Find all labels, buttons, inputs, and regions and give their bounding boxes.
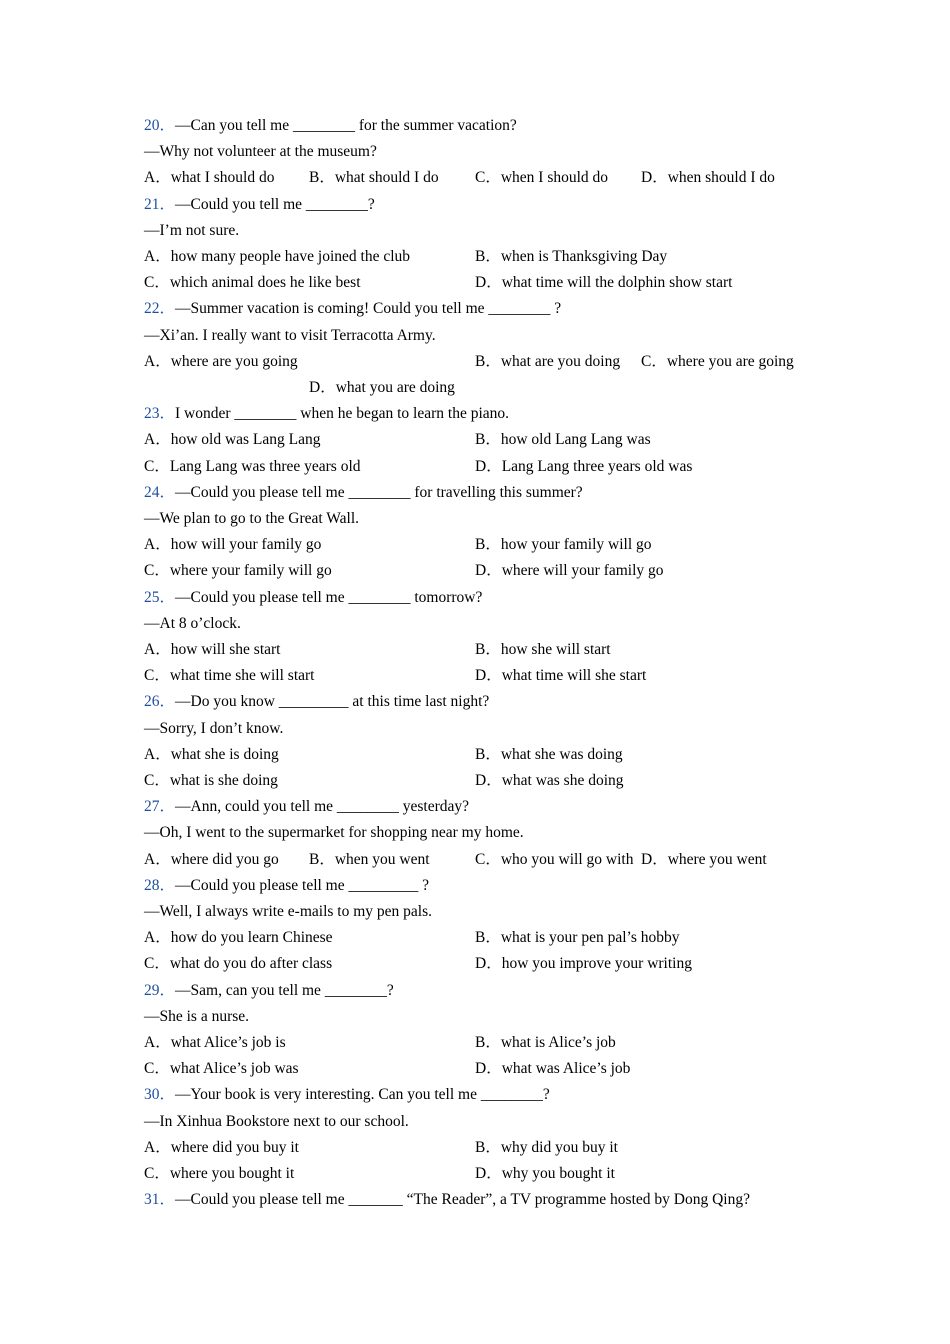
question-text: —Sam, can you tell me ________? — [175, 981, 394, 999]
answer-option[interactable]: D．why you bought it — [475, 1165, 615, 1182]
dialogue-reply: —Sorry, I don’t know. — [144, 719, 284, 737]
answer-option[interactable]: A．how many people have joined the club — [144, 248, 411, 265]
dialogue-reply: —Why not volunteer at the museum? — [144, 143, 377, 161]
answer-option[interactable]: A．how will she start — [144, 641, 281, 658]
question-text: —Could you please tell me _______ “The Reader”, a TV programme hosted by Dong Qing? — [175, 1191, 750, 1209]
dialogue-reply: —At 8 o’clock. — [144, 614, 241, 632]
answer-option[interactable]: D．Lang Lang three years old was — [475, 457, 693, 475]
answer-option[interactable]: D．how you improve your writing — [475, 955, 692, 973]
answer-option[interactable]: B．when is Thanksgiving Day — [475, 248, 668, 265]
question-stem — [144, 113, 517, 139]
question-stem — [144, 978, 394, 1004]
question-number: 24． — [144, 483, 176, 501]
question-number: 29． — [144, 981, 176, 999]
answer-option[interactable]: C．where your family will go — [144, 562, 332, 580]
answer-option[interactable]: A．what she is doing — [144, 745, 279, 763]
dialogue-reply: —We plan to go to the Great Wall. — [144, 510, 360, 527]
answer-option[interactable]: B．how old Lang Lang was — [475, 431, 651, 449]
question-number: 27． — [144, 798, 176, 816]
answer-option[interactable]: A．how do you learn Chinese — [144, 929, 333, 947]
answer-option[interactable]: D．where you went — [641, 850, 767, 868]
question-stem — [144, 585, 482, 611]
dialogue-reply: —I’m not sure. — [144, 221, 240, 239]
question-text: —Could you please tell me ________ tomorrow? — [175, 588, 483, 606]
question-text: —Could you please tell me ________ for travelling this summer? — [175, 483, 583, 501]
question-stem — [144, 873, 429, 899]
answer-option[interactable]: C．where you are going — [641, 352, 794, 370]
question-stem — [144, 480, 583, 506]
answer-option[interactable]: C．when I should do — [475, 169, 609, 187]
answer-option[interactable]: C．what Alice’s job was — [144, 1060, 299, 1078]
question-number: 23． — [144, 405, 176, 423]
answer-option[interactable]: B．what are you doing — [475, 352, 621, 370]
answer-option[interactable]: B．how your family will go — [475, 536, 652, 554]
answer-option[interactable]: B．what is your pen pal’s hobby — [475, 929, 680, 947]
answer-option[interactable]: A．what I should do — [144, 169, 275, 187]
dialogue-reply: —In Xinhua Bookstore next to our school. — [144, 1112, 409, 1130]
question-stem — [144, 689, 489, 715]
question-number: 22． — [144, 300, 176, 318]
question-stem — [144, 192, 375, 218]
answer-option[interactable]: C．what do you do after class — [144, 955, 333, 973]
answer-option[interactable]: C．what is she doing — [144, 772, 278, 789]
question-number: 26． — [144, 693, 176, 711]
answer-option[interactable]: A．how old was Lang Lang — [144, 431, 321, 449]
answer-option[interactable]: D．when should I do — [641, 169, 775, 187]
answer-option[interactable]: B．what is Alice’s job — [475, 1034, 616, 1051]
question-number: 25． — [144, 588, 176, 606]
answer-option[interactable]: C．where you bought it — [144, 1165, 295, 1182]
question-stem — [144, 296, 561, 322]
question-text: —Do you know _________ at this time last night? — [175, 693, 490, 711]
answer-option[interactable]: C．which animal does he like best — [144, 274, 361, 292]
question-text: —Summer vacation is coming! Could you tell me ________ ? — [175, 300, 562, 318]
question-text: —Ann, could you tell me ________ yesterday? — [175, 798, 470, 816]
answer-option[interactable]: D．what time will the dolphin show start — [475, 274, 733, 292]
answer-option[interactable]: C．what time she will start — [144, 667, 315, 685]
answer-option[interactable]: B．what should I do — [309, 169, 439, 187]
dialogue-reply: —She is a nurse. — [144, 1007, 250, 1025]
answer-option[interactable]: A．what Alice’s job is — [144, 1034, 286, 1051]
answer-option[interactable]: B．why did you buy it — [475, 1138, 618, 1156]
answer-option[interactable]: A．how will your family go — [144, 536, 322, 554]
answer-option[interactable]: C．who you will go with — [475, 850, 634, 868]
answer-option[interactable]: A．where did you buy it — [144, 1138, 299, 1156]
question-text: —Your book is very interesting. Can you tell me ________? — [175, 1086, 550, 1104]
question-number: 30． — [144, 1086, 176, 1104]
question-stem — [144, 794, 469, 820]
answer-option[interactable]: A．where did you go — [144, 850, 279, 868]
answer-option[interactable]: B．when you went — [309, 850, 430, 868]
answer-option[interactable]: A．where are you going — [144, 352, 298, 370]
question-text: —Could you please tell me _________ ? — [175, 876, 430, 894]
dialogue-reply: —Xi’an. I really want to visit Terracotta Army. — [144, 326, 436, 344]
question-number: 21． — [144, 195, 176, 213]
answer-option[interactable]: B．how she will start — [475, 641, 611, 658]
answer-option[interactable]: D．what time will she start — [475, 667, 647, 685]
question-stem — [144, 1187, 750, 1213]
dialogue-reply: —Oh, I went to the supermarket for shopping near my home. — [144, 824, 524, 842]
question-stem — [144, 401, 509, 427]
question-stem — [144, 1082, 550, 1108]
question-text: —Can you tell me ________ for the summer vacation? — [175, 117, 517, 134]
question-number: 28． — [144, 876, 176, 894]
answer-option[interactable]: D．what you are doing — [309, 379, 455, 396]
question-text: —Could you tell me ________? — [175, 195, 375, 213]
answer-option[interactable]: D．what was Alice’s job — [475, 1060, 631, 1078]
question-text: I wonder ________ when he began to learn the piano. — [175, 405, 510, 423]
question-number: 31． — [144, 1191, 176, 1209]
answer-option[interactable]: D．where will your family go — [475, 562, 664, 580]
question-number: 20． — [144, 117, 176, 134]
answer-option[interactable]: C．Lang Lang was three years old — [144, 457, 361, 475]
dialogue-reply: —Well, I always write e-mails to my pen pals. — [144, 903, 433, 920]
answer-option[interactable]: D．what was she doing — [475, 772, 624, 789]
answer-option[interactable]: B．what she was doing — [475, 745, 623, 763]
